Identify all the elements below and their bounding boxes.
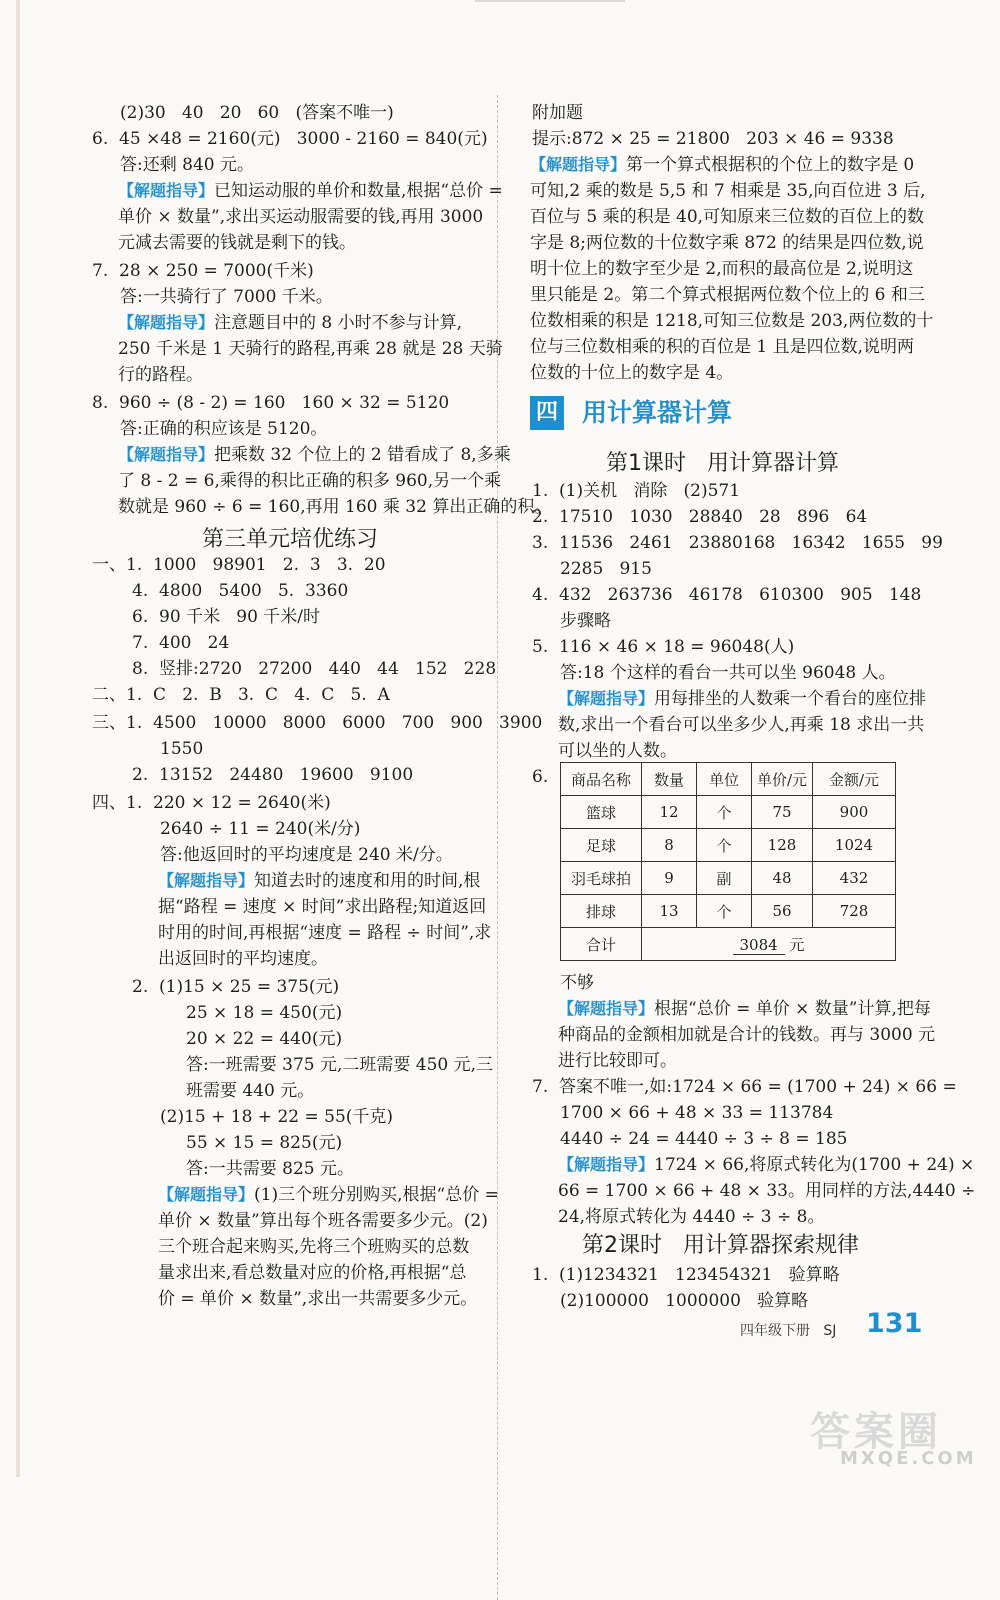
- watermark-logo: 答案圈: [810, 1409, 942, 1455]
- line-text: 位与三位数相乘的积的百位是 1 且是四位数,说明两: [530, 337, 915, 357]
- answer-line: [118, 336, 503, 362]
- table-cell: 排球: [561, 895, 642, 928]
- line-text: 进行比较即可。: [558, 1051, 677, 1071]
- answer-line: [558, 996, 931, 1022]
- line-text: 知道去时的速度和用的时间,根: [254, 871, 481, 891]
- line-text: 价 = 单价 × 数量”,求出一共需要多少元。: [158, 1289, 478, 1309]
- line-text: 一、1. 1000 98901 2. 3 3. 20: [92, 555, 386, 575]
- line-text: 里只能是 2。第二个算式根据两位数个位上的 6 和三: [530, 285, 925, 305]
- line-text: 三、1. 4500 10000 8000 6000 700 900 3900: [92, 713, 543, 733]
- line-text: 1550: [160, 739, 204, 759]
- table-cell: 个: [697, 796, 752, 829]
- table-row: [561, 895, 896, 928]
- line-text: 8. 960 ÷ (8 - 2) = 160 160 × 32 = 5120: [92, 393, 450, 413]
- line-text: 注意题目中的 8 小时不参与计算,: [214, 313, 463, 333]
- line-text: 2. 13152 24480 19600 9100: [132, 765, 414, 785]
- hint-tag: 【解题指导】: [118, 313, 215, 332]
- answer-line: [558, 712, 924, 738]
- page-number: 131: [866, 1308, 923, 1339]
- answer-line: [160, 736, 203, 762]
- answer-line: [92, 790, 331, 816]
- answer-line: [558, 1048, 677, 1074]
- unit4-heading: [530, 396, 790, 432]
- answer-line: [118, 204, 483, 230]
- answer-line: [92, 710, 542, 736]
- answer-line: [530, 256, 913, 282]
- table-header-cell: 单价/元: [752, 763, 813, 796]
- answer-line: [560, 970, 594, 996]
- table-cell: 128: [752, 829, 813, 862]
- answer-line: [186, 1078, 314, 1104]
- line-text: 25 × 18 = 450(元): [186, 1003, 343, 1023]
- line-text: 1. (1)1234321 123454321 验算略: [532, 1265, 840, 1285]
- line-text: 把乘数 32 个位上的 2 错看成了 8,多乘: [214, 445, 511, 465]
- answer-line: [558, 1204, 824, 1230]
- watermark-url: MXQE.COM: [840, 1448, 977, 1469]
- line-text: 5. 116 × 46 × 18 = 96048(人): [532, 637, 795, 657]
- line-text: 6. 45 ×48 = 2160(元) 3000 - 2160 = 840(元): [92, 129, 488, 149]
- lesson1-title: 第1课时 用计算器计算: [606, 451, 839, 476]
- answer-line: [158, 1260, 467, 1286]
- answer-line: [158, 1208, 488, 1234]
- line-text: 答:一共骑行了 7000 千米。: [120, 287, 333, 307]
- line-text: 6.: [532, 767, 549, 787]
- table-row: [561, 796, 896, 829]
- line-text: 250 千米是 1 天骑行的路程,再乘 28 就是 28 天骑: [118, 339, 503, 359]
- table-header-cell: 数量: [642, 763, 697, 796]
- answer-line: [132, 974, 339, 1000]
- table-cell: 12: [642, 796, 697, 829]
- answer-line: [532, 530, 943, 556]
- line-text: 答:一班需要 375 元,二班需要 450 元,三: [186, 1055, 494, 1075]
- line-text: 第一个算式根据积的个位上的数字是 0: [626, 155, 915, 175]
- line-text: 可以坐的人数。: [558, 741, 677, 761]
- answer-line: [560, 1126, 848, 1152]
- line-text: 24,将原式转化为 4440 ÷ 3 ÷ 8。: [558, 1207, 825, 1227]
- hint-tag: 【解题指导】: [530, 155, 627, 174]
- answer-line: [118, 362, 203, 388]
- line-text: (2)100000 1000000 验算略: [560, 1291, 809, 1311]
- line-text: 66 = 1700 × 66 + 48 × 33。用同样的方法,4440 ÷: [558, 1181, 976, 1201]
- table-cell: 56: [752, 895, 813, 928]
- answer-line: [158, 868, 480, 894]
- answer-line: [186, 1130, 342, 1156]
- answer-line: [92, 126, 488, 152]
- line-text: 2285 915: [560, 559, 652, 579]
- answer-line: [132, 762, 413, 788]
- line-text: 用每排坐的人数乘一个看台的座位排: [654, 689, 927, 709]
- line-text: 位数相乘的积是 1218,可知三位数是 203,两位数的十: [530, 311, 934, 331]
- line-text: 2. (1)15 × 25 = 375(元): [132, 977, 340, 997]
- answer-line: [132, 578, 348, 604]
- line-text: 百位与 5 乘的积是 40,可知原来三位数的百位上的数: [530, 207, 925, 227]
- line-text: 4. 4800 5400 5. 3360: [132, 581, 349, 601]
- answer-line: [92, 258, 314, 284]
- line-text: 三个班合起来购买,先将三个班购买的总数: [158, 1237, 470, 1257]
- table-cell: 900: [813, 796, 896, 829]
- line-text: 单价 × 数量”算出每个班各需要多少元。(2): [158, 1211, 488, 1231]
- table-total-cell: [642, 928, 896, 961]
- line-text: 1. (1)关机 消除 (2)571: [532, 481, 741, 501]
- answer-line: [530, 178, 926, 204]
- answer-line: [160, 816, 360, 842]
- unit4-number: 四: [530, 396, 564, 430]
- answer-line: [186, 1026, 342, 1052]
- answer-line: [120, 284, 333, 310]
- table-cell: 9: [642, 862, 697, 895]
- line-text: 8. 竖排:2720 27200 440 44 152 228: [132, 659, 497, 679]
- line-text: 6. 90 千米 90 千米/时: [132, 607, 321, 627]
- answer-line: [532, 1262, 840, 1288]
- line-text: 不够: [560, 973, 594, 993]
- answer-line: [530, 204, 924, 230]
- line-text: 7. 28 × 250 = 7000(千米): [92, 261, 314, 281]
- line-text: 7. 400 24: [132, 633, 230, 653]
- answer-line: [160, 842, 453, 868]
- table-cell: 8: [642, 829, 697, 862]
- line-text: (2)30 40 20 60 (答案不唯一): [120, 103, 394, 123]
- table-cell: 1024: [813, 829, 896, 862]
- answer-line: [558, 738, 677, 764]
- line-text: 4. 432 263736 46178 610300 905 148: [532, 585, 922, 605]
- line-text: 数,求出一个看台可以坐多少人,再乘 18 求出一共: [558, 715, 925, 735]
- answer-line: [560, 556, 652, 582]
- line-text: 1724 × 66,将原式转化为(1700 + 24) ×: [654, 1155, 975, 1175]
- line-text: 答:一共需要 825 元。: [186, 1159, 354, 1179]
- top-crop-mark: [475, 0, 625, 12]
- table-row: [561, 862, 896, 895]
- answer-line: [532, 126, 894, 152]
- table-total-value: 3084: [733, 936, 785, 955]
- line-text: 可知,2 乘的数是 5,5 和 7 相乘是 35,向百位进 3 后,: [530, 181, 926, 201]
- goods-table: [560, 762, 896, 961]
- answer-line: [92, 390, 449, 416]
- answer-line: [532, 478, 740, 504]
- hint-tag: 【解题指导】: [118, 445, 215, 464]
- answer-line: [530, 360, 733, 386]
- answer-line: [92, 552, 386, 578]
- answer-line: [120, 152, 254, 178]
- footer-grade: 四年级下册 SJ: [740, 1323, 837, 1339]
- hint-tag: 【解题指导】: [118, 181, 215, 200]
- table-cell: 副: [697, 862, 752, 895]
- answer-line: [118, 442, 511, 468]
- line-text: 提示:872 × 25 = 21800 203 × 46 = 9338: [532, 129, 894, 149]
- line-text: 了 8 - 2 = 6,乘得的积比正确的积多 960,另一个乘: [118, 471, 502, 491]
- table-cell: 篮球: [561, 796, 642, 829]
- table-row: [561, 829, 896, 862]
- section3-title: 第三单元培优练习: [202, 527, 379, 552]
- line-text: 20 × 22 = 440(元): [186, 1029, 343, 1049]
- answer-line: [532, 582, 921, 608]
- line-text: 答:他返回时的平均速度是 240 米/分。: [160, 845, 453, 865]
- line-text: 二、1. C 2. B 3. C 4. C 5. A: [92, 685, 390, 705]
- line-text: 1700 × 66 + 48 × 33 = 113784: [560, 1103, 834, 1123]
- line-text: 55 × 15 = 825(元): [186, 1133, 343, 1153]
- answer-line: [532, 504, 867, 530]
- answer-line: [560, 660, 896, 686]
- page-edge-strip: [16, 0, 20, 1477]
- table-cell: 48: [752, 862, 813, 895]
- line-text: 7. 答案不唯一,如:1724 × 66 = (1700 + 24) × 66 =: [532, 1077, 957, 1097]
- line-text: 班需要 440 元。: [186, 1081, 315, 1101]
- table-header-cell: 商品名称: [561, 763, 642, 796]
- answer-line: [118, 230, 356, 256]
- answer-line: [158, 946, 328, 972]
- answer-line: [158, 1286, 477, 1312]
- answer-line: [186, 1052, 493, 1078]
- table-header-cell: 单位: [697, 763, 752, 796]
- answer-line: [92, 682, 390, 708]
- table-total-row: [561, 928, 896, 961]
- table-cell: 羽毛球拍: [561, 862, 642, 895]
- table-header-cell: 金额/元: [813, 763, 896, 796]
- answer-line: [132, 604, 320, 630]
- table-header-row: [561, 763, 896, 796]
- answer-line: [558, 1178, 975, 1204]
- line-text: 答:正确的积应该是 5120。: [120, 419, 328, 439]
- answer-line: [560, 1288, 808, 1314]
- line-text: 种商品的金额相加就是合计的钱数。再与 3000 元: [558, 1025, 936, 1045]
- answer-line: [532, 634, 794, 660]
- answer-line: [530, 334, 914, 360]
- table-cell: 432: [813, 862, 896, 895]
- lesson2-title: 第2课时 用计算器探索规律: [582, 1233, 859, 1258]
- answer-line: [560, 1100, 833, 1126]
- answer-line: [158, 1234, 469, 1260]
- answer-line: [558, 686, 926, 712]
- line-text: 答:18 个这样的看台一共可以坐 96048 人。: [560, 663, 896, 683]
- table-cell: 728: [813, 895, 896, 928]
- line-text: 2. 17510 1030 28840 28 896 64: [532, 507, 868, 527]
- line-text: 2640 ÷ 11 = 240(米/分): [160, 819, 361, 839]
- answer-line: [186, 1000, 342, 1026]
- line-text: 据“路程 = 速度 × 时间”求出路程;知道返回: [158, 897, 487, 917]
- answer-line: [158, 894, 486, 920]
- line-text: 量求出来,看总数量对应的价格,再根据“总: [158, 1263, 467, 1283]
- hint-tag: 【解题指导】: [558, 1155, 655, 1174]
- answer-line: [558, 1152, 974, 1178]
- line-text: 单价 × 数量”,求出买运动服需要的钱,再用 3000: [118, 207, 484, 227]
- answer-line: [160, 1104, 393, 1130]
- hint-tag: 【解题指导】: [558, 689, 655, 708]
- line-text: 行的路程。: [118, 365, 203, 385]
- answer-line: [530, 152, 914, 178]
- answer-line: [186, 1156, 354, 1182]
- table-cell: 个: [697, 895, 752, 928]
- table-total-unit: 元: [789, 935, 805, 954]
- answer-line: [530, 230, 924, 256]
- line-text: (1)三个班分别购买,根据“总价 =: [254, 1185, 499, 1205]
- answer-line: [558, 1022, 935, 1048]
- line-text: 已知运动服的单价和数量,根据“总价 =: [214, 181, 503, 201]
- answer-line: [132, 656, 496, 682]
- line-text: 4440 ÷ 24 = 4440 ÷ 3 ÷ 8 = 185: [560, 1129, 848, 1149]
- hint-tag: 【解题指导】: [558, 999, 655, 1018]
- answer-line: [532, 764, 548, 790]
- table-total-label: 合计: [561, 928, 642, 961]
- line-text: 数就是 960 ÷ 6 = 160,再用 160 乘 32 算出正确的积。: [118, 497, 552, 517]
- line-text: 附加题: [532, 103, 583, 123]
- answer-line: [132, 630, 229, 656]
- table-cell: 个: [697, 829, 752, 862]
- line-text: 时用的时间,再根据“速度 = 路程 ÷ 时间”,求: [158, 923, 492, 943]
- answer-line: [118, 468, 501, 494]
- line-text: 出返回时的平均速度。: [158, 949, 328, 969]
- unit4-title: 用计算器计算: [582, 398, 733, 427]
- line-text: 四、1. 220 × 12 = 2640(米): [92, 793, 331, 813]
- answer-line: [532, 1074, 957, 1100]
- answer-line: [118, 178, 503, 204]
- answer-line: [118, 310, 462, 336]
- table-cell: 75: [752, 796, 813, 829]
- answer-line: [118, 494, 551, 520]
- answer-line: [560, 608, 611, 634]
- line-text: 明十位上的数字至少是 2,而积的最高位是 2,说明这: [530, 259, 914, 279]
- hint-tag: 【解题指导】: [158, 1185, 255, 1204]
- answer-line: [530, 308, 933, 334]
- hint-tag: 【解题指导】: [158, 871, 255, 890]
- line-text: 位数的十位上的数字是 4。: [530, 363, 734, 383]
- line-text: (2)15 + 18 + 22 = 55(千克): [160, 1107, 394, 1127]
- answer-line: [532, 100, 583, 126]
- line-text: 步骤略: [560, 611, 611, 631]
- line-text: 字是 8;两位数的十位数字乘 872 的结果是四位数,说: [530, 233, 924, 253]
- line-text: 元减去需要的钱就是剩下的钱。: [118, 233, 356, 253]
- answer-line: [158, 920, 491, 946]
- column-divider: [497, 95, 498, 1600]
- table-cell: 13: [642, 895, 697, 928]
- answer-line: [120, 416, 327, 442]
- answer-line: [530, 282, 925, 308]
- answer-line: [120, 100, 394, 126]
- line-text: 根据“总价 = 单价 × 数量”计算,把每: [654, 999, 931, 1019]
- line-text: 3. 11536 2461 23880168 16342 1655 99: [532, 533, 943, 553]
- answer-line: [158, 1182, 499, 1208]
- table-cell: 足球: [561, 829, 642, 862]
- line-text: 答:还剩 840 元。: [120, 155, 254, 175]
